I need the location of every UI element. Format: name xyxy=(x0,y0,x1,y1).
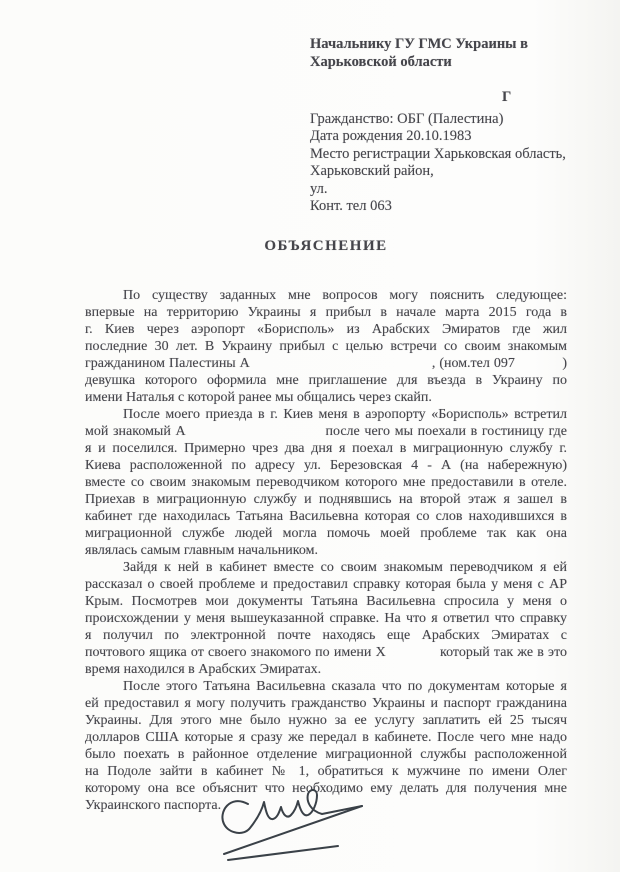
paragraph-line: Киева расположенной по адресу ул. Березовская 4 - А (на набережную) xyxy=(85,458,567,473)
paragraph-line: ей предоставил я могу получить гражданство Украины и паспорт гражданина xyxy=(85,696,567,711)
paragraph-line: я получил по электронной почте находясь еще Арабских Эмиратах с xyxy=(85,628,567,643)
detail-line: Гражданство: ОБГ (Палестина) xyxy=(310,110,504,127)
detail-line: Харьковский район, xyxy=(310,163,434,180)
paragraph xyxy=(85,559,567,678)
paragraph-line: миграционной службе людей могла помочь моей проблеме так как она xyxy=(85,526,567,541)
paragraph-line: Украины. Для этого мне было нужно за ее услугу заплатить ей 25 тысяч xyxy=(85,713,567,728)
paragraph-line: последние 30 лет. В Украину прибыл с целью встречи со своим знакомым xyxy=(85,339,567,354)
document-title: ОБЪЯСНЕНИЕ xyxy=(264,238,388,254)
paragraph-line: почтового ящика от своего знакомого по имени Х который так же в это xyxy=(85,645,567,660)
paragraph-line: впервые на территорию Украины я прибыл в начале марта 2015 года в xyxy=(85,305,567,320)
signature-area xyxy=(212,786,382,871)
paragraph xyxy=(85,287,567,406)
applicant-initial: Г xyxy=(502,89,512,105)
paragraph-line: кабинет где находилась Татьяна Васильевна которая со слов находившихся в xyxy=(85,509,567,524)
paragraph-line: Украинского паспорта. xyxy=(85,798,222,813)
handwritten-signature-icon xyxy=(212,786,382,871)
paragraph-line: долларов США которые я сразу же передал в кабинете. После чего мне надо xyxy=(85,730,567,745)
paragraph-line: мой знакомый А после чего мы поехали в гостиницу где xyxy=(85,424,567,439)
paragraph-line: было поехать в районное отделение миграционной службы расположенной xyxy=(85,747,567,762)
paragraph-line: гражданином Палестины А , (ном.тел 097 ) xyxy=(85,356,567,371)
detail-line: ул. xyxy=(310,180,328,197)
paragraph-line: После этого Татьяна Васильевна сказала что по документам которые я xyxy=(123,679,567,694)
paragraph-line: рассказал о своей проблеме и предоставил справку которая была у меня с АР xyxy=(85,577,567,592)
detail-line: Место регистрации Харьковская область, xyxy=(310,145,566,162)
recipient-line-1: Начальнику ГУ ГМС Украины в xyxy=(310,36,528,52)
paragraph-line: имени Наталья с которой ранее мы общались через скайп. xyxy=(85,390,432,405)
paragraph-line: которому она все объяснит что необходимо ему делать для получения мне xyxy=(85,781,567,796)
document-body xyxy=(85,287,567,814)
paragraph xyxy=(85,406,567,559)
paragraph-line: Крым. Посмотрев мои документы Татьяна Васильевна спросила у меня о xyxy=(85,594,567,609)
paragraph-line: являлась самым главным начальником. xyxy=(85,543,318,558)
detail-line: Дата рождения 20.10.1983 xyxy=(310,128,472,145)
document-header xyxy=(310,36,596,216)
paragraph-line: Приехав в миграционную службу и поднявшись на второй этаж я зашел в xyxy=(85,492,567,507)
paragraph-line: я и поселился. Примерно чрез два дня я поехал в миграционную службу г. xyxy=(85,441,567,456)
paragraph-line: на Подоле зайти в кабинет № 1, обратиться к мужчине по имени Олег xyxy=(85,764,567,779)
paragraph-line: После моего приезда в г. Киев меня в аэропорту «Борисполь» встретил xyxy=(123,407,567,422)
paragraph-line: девушка которого оформила мне приглашение для въезда в Украину по xyxy=(85,373,567,388)
paragraph-line: вместе со своим знакомым переводчиком которого мне предоставили в отеле. xyxy=(85,475,567,490)
paragraph-line: г. Киев через аэропорт «Борисполь» из Арабских Эмиратов где жил xyxy=(85,322,567,337)
paragraph-line: Зайдя к ней в кабинет вместе со своим знакомым переводчиком я ей xyxy=(123,560,567,575)
paragraph-line: время находился в Арабских Эмиратах. xyxy=(85,662,322,677)
paragraph-line: По существу заданных мне вопросов могу пояснить следующее: xyxy=(123,288,567,303)
detail-line: Конт. тел 063 xyxy=(310,198,392,215)
recipient-line-2: Харьковской области xyxy=(310,53,452,70)
applicant-details xyxy=(310,111,596,217)
paragraph-line: происхождении у меня вышеуказанной справке. На что я ответил что справку xyxy=(85,611,567,626)
